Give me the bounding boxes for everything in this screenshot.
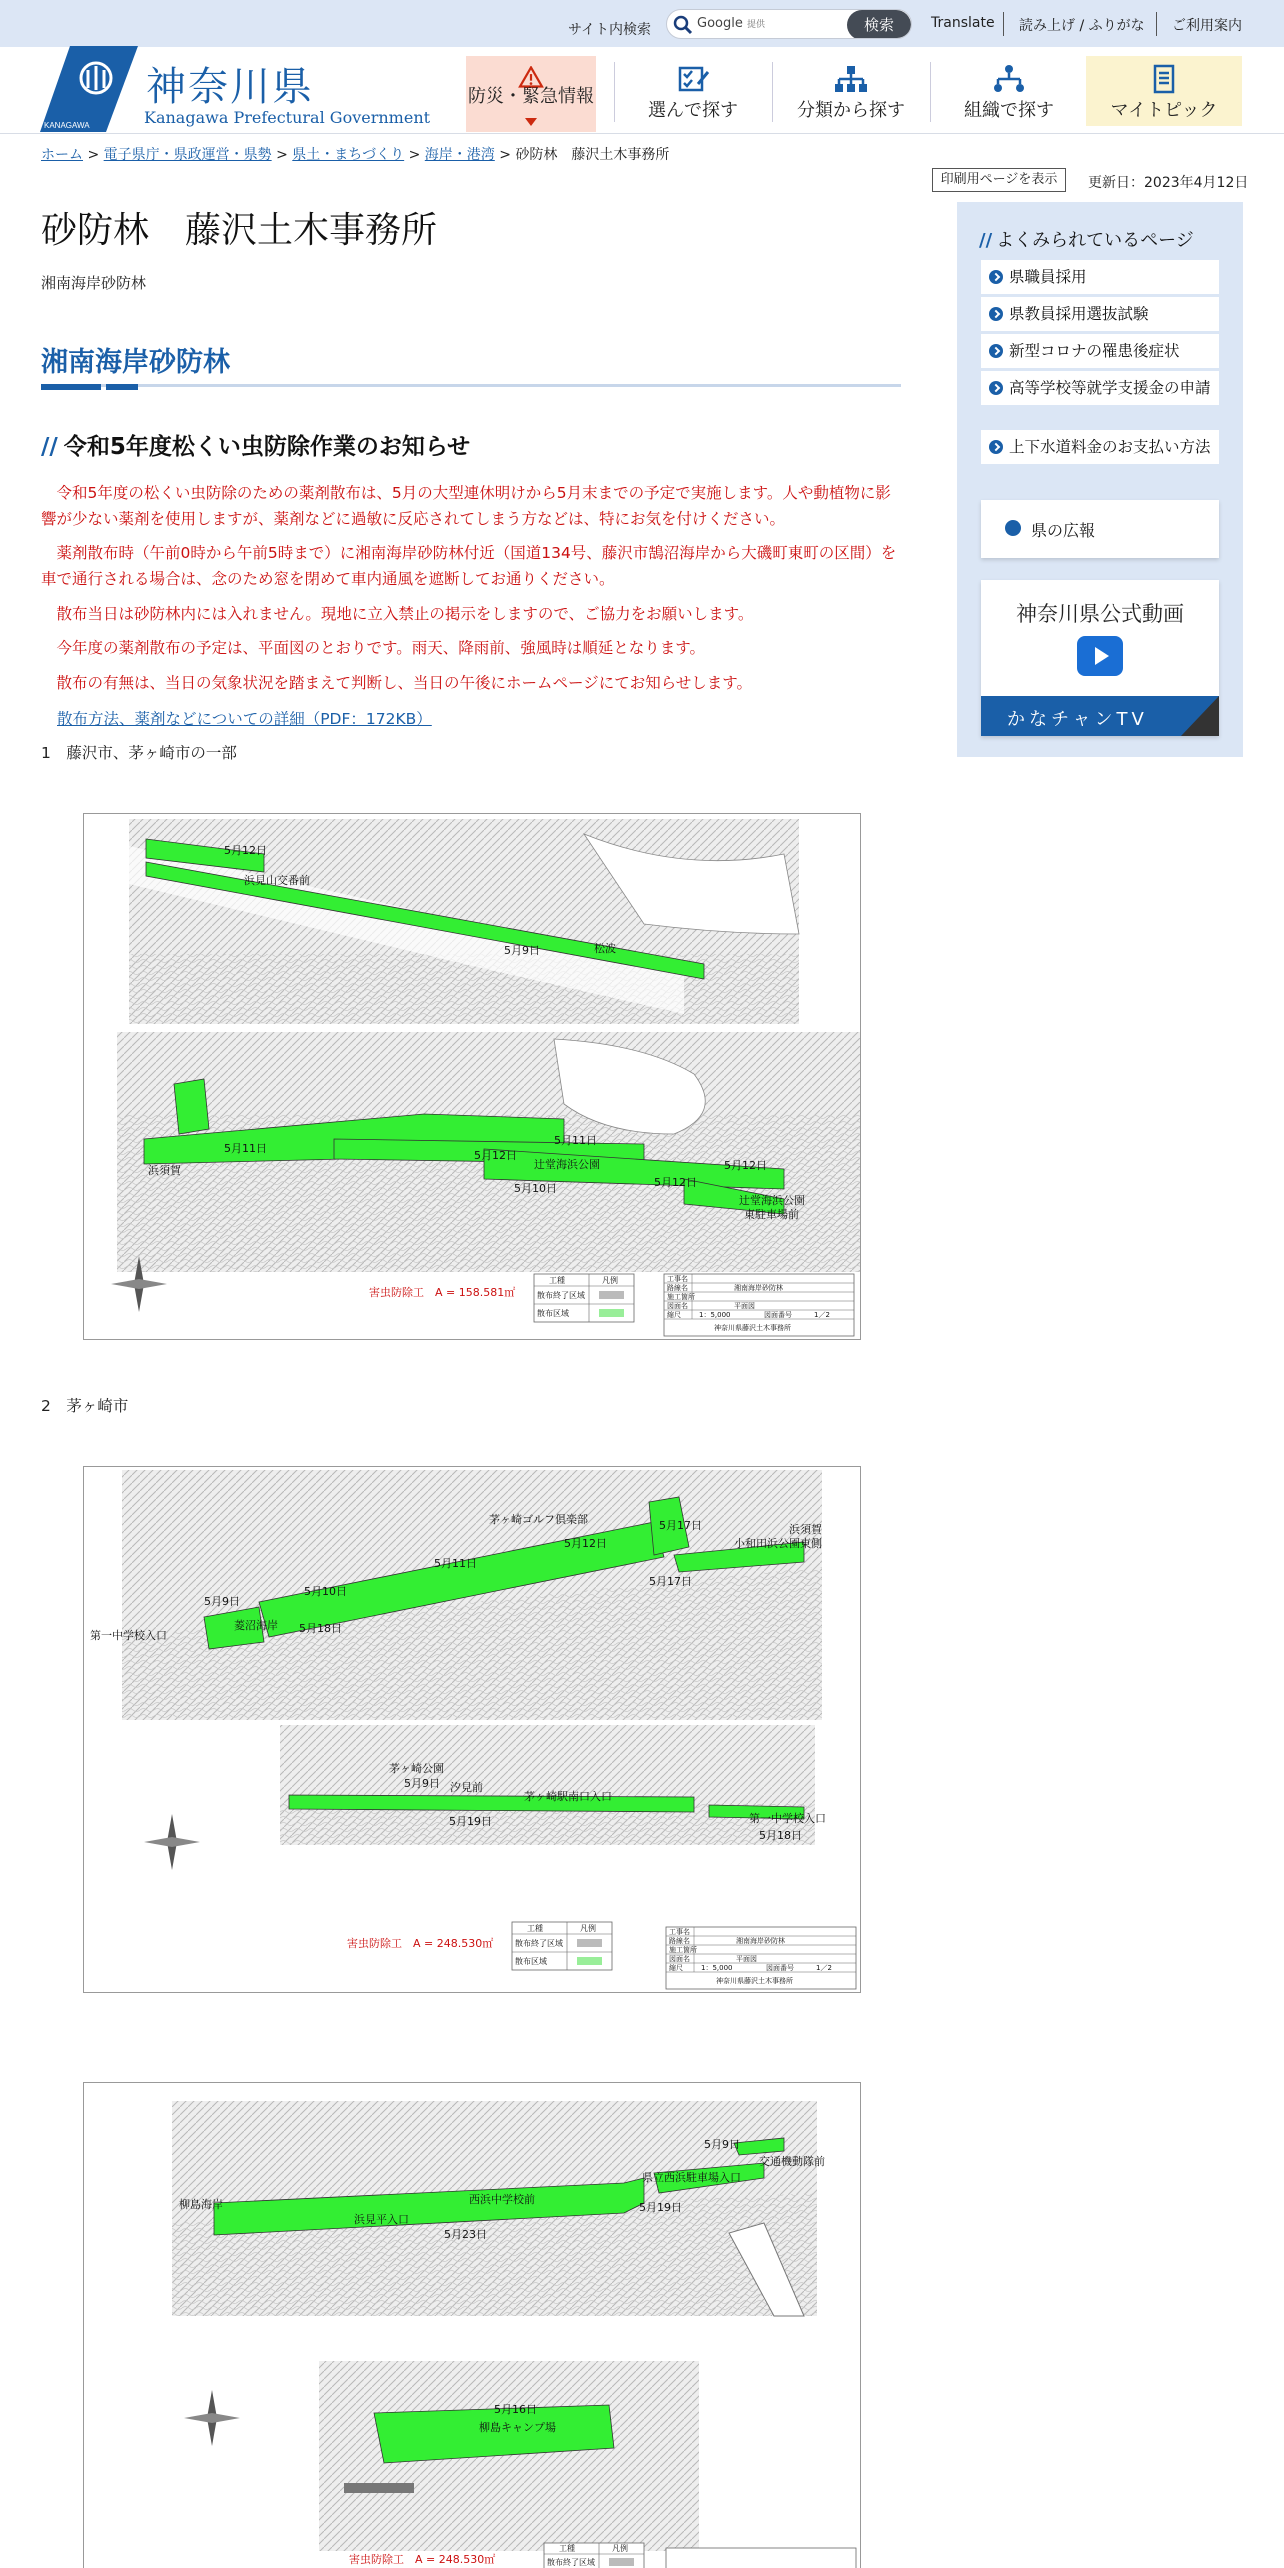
chevron-right-icon [989,344,1003,358]
spray-area-text: 害虫防除工 A = 248.530㎡ [349,2553,496,2566]
map-date-label: 5月12日 [474,1149,517,1162]
svg-text:工種: 工種 [527,1924,543,1933]
logo-text-en[interactable]: Kanagawa Prefectural Government [144,108,431,127]
map-place-label: 汐見前 [450,1781,483,1794]
svg-text:湘南海岸砂防林: 湘南海岸砂防林 [736,1937,785,1945]
notice-paragraph-5: 散布の有無は、当日の気象状況を踏まえて判断し、当日の午後にホームページにてお知らせします。 [41,674,752,692]
map-date-label: 5月23日 [444,2228,487,2241]
map-place-label: 辻堂海浜公園 [534,1158,600,1171]
svg-text:平面図: 平面図 [734,1302,755,1310]
svg-text:縮尺: 縮尺 [667,1311,681,1319]
map-place-label: 東駐車場前 [744,1208,799,1221]
chevron-right-icon [989,440,1003,454]
map-place-label: 県立西浜駐車場入口 [642,2171,741,2184]
google-brand: Google 提供 [697,16,765,31]
chevron-right-icon [1005,520,1021,536]
page-subtitle: 湘南海岸砂防林 [41,274,147,292]
official-video-title: 神奈川県公式動画 [1016,602,1184,626]
svg-text:工事名: 工事名 [667,1275,688,1283]
map-date-label: 5月11日 [554,1134,597,1147]
breadcrumb-item-1[interactable]: 電子県庁・県政運営・県勢 [103,147,272,163]
svg-text:凡例: 凡例 [580,1924,596,1933]
svg-text:施工箇所: 施工箇所 [669,1946,697,1954]
nav-divider [930,62,931,122]
slash-mark-icon: // [979,230,993,251]
slash-mark-icon: // [41,434,58,460]
breadcrumb: ホーム > 電子県庁・県政運営・県勢 > 県土・まちづくり > 海岸・港湾 > 砂防林 藤沢土木事務所 [41,147,670,163]
print-page-button[interactable]: 印刷用ページを表示 [932,168,1066,192]
svg-text:図面番号: 図面番号 [764,1311,792,1319]
popular-page-item[interactable]: 新型コロナの罹患後症状 [981,334,1219,368]
popular-page-item[interactable]: 県教員採用選抜試験 [981,297,1219,331]
page-title: 砂防林 藤沢土木事務所 [41,210,438,251]
svg-text:工事名: 工事名 [669,1928,690,1936]
map-place-label: 茅ヶ崎ゴルフ倶楽部 [489,1513,588,1526]
nav-soshiki[interactable] [932,56,1086,126]
map-place-label: 浜見平入口 [354,2213,409,2226]
official-video-banner[interactable] [981,580,1219,736]
map-place-label: 茅ヶ崎駅南口入口 [524,1790,612,1803]
spray-area-text: 害虫防除工 A = 248.530㎡ [347,1937,494,1950]
svg-text:1：5,000: 1：5,000 [699,1311,731,1319]
spray-map-1[interactable] [83,813,861,1340]
map-date-label: 5月19日 [639,2201,682,2214]
map-place-label: 第一中学校入口 [90,1629,167,1642]
svg-text:凡例: 凡例 [612,2544,628,2553]
read-aloud-link[interactable]: 読み上げ / ふりがな [1019,18,1145,34]
svg-text:施工箇所: 施工箇所 [667,1293,695,1301]
svg-text:平面図: 平面図 [736,1955,757,1963]
north-arrow-icon [184,2390,240,2446]
svg-text:図面名: 図面名 [669,1955,690,1963]
notebook-icon [1147,64,1181,94]
map-place-label: 小和田浜公園東側 [734,1537,822,1550]
map-date-label: 5月19日 [449,1815,492,1828]
kanagawa-logo-icon[interactable] [40,46,138,132]
play-icon [1077,636,1123,676]
map-date-label: 5月17日 [649,1575,692,1588]
svg-text:工種: 工種 [559,2544,575,2553]
svg-text:1／2: 1／2 [816,1964,832,1972]
svg-text:神奈川県藤沢土木事務所: 神奈川県藤沢土木事務所 [716,1977,793,1985]
nav-bousai-label: 防災・緊急情報 [468,86,594,107]
popular-page-item[interactable]: 県職員採用 [981,260,1219,294]
map-2-drawing [84,1467,861,1993]
map-place-label: 浜須賀 [148,1164,181,1177]
breadcrumb-item-2[interactable]: 県土・まちづくり [292,147,405,163]
nav-divider [614,62,615,122]
spray-map-3[interactable] [83,2082,861,2568]
notice-paragraph-1: 令和5年度の松くい虫防除のための薬剤散布は、5月の大型連休明けから5月末までの予定で実施します。人や動植物に影響が少ない薬剤を使用しますが、薬剤などに過敏に反応されてしまう方などは、特にお気を付けください。 [41,484,891,528]
map-place-label: 柳島海岸 [179,2198,223,2211]
title-block [666,1927,856,1989]
spray-area-text: 害虫防除工 A = 158.581㎡ [369,1286,516,1299]
kana-channel-tv-bar [981,696,1219,736]
north-arrow-icon [144,1814,200,1870]
map-date-label: 5月12日 [724,1159,767,1172]
map-date-label: 5月12日 [224,844,267,857]
chevron-right-icon [989,381,1003,395]
map-place-label: 松波 [594,942,616,955]
map-place-label: 西浜中学校前 [469,2193,535,2206]
map-place-label: 浜見山交番前 [244,874,310,887]
prefecture-pr-link[interactable] [981,500,1219,558]
popular-page-item[interactable]: 高等学校等就学支援金の申請 [981,371,1219,405]
svg-text:散布区域: 散布区域 [537,1309,569,1318]
title-block [666,2548,856,2568]
notice-paragraph-4: 今年度の薬剤散布の予定は、平面図のとおりです。雨天、降雨前、強風時は順延となります。 [41,639,706,657]
map-date-label: 5月16日 [494,2403,537,2416]
map-date-label: 5月11日 [434,1557,477,1570]
map-1-drawing [84,814,861,1340]
updated-date: 更新日：2023年4月12日 [1088,175,1249,191]
nav-erande[interactable] [616,56,770,126]
util-divider [1003,12,1004,36]
site-search-box[interactable] [666,9,912,39]
svg-text:図面名: 図面名 [667,1302,688,1310]
map-place-label: 交通機動隊前 [759,2155,825,2168]
map-place-label: 柳島キャンプ場 [479,2421,556,2434]
nav-bunrui-label: 分類から探す [797,100,905,121]
breadcrumb-item-3[interactable]: 海岸・港湾 [424,147,495,163]
notice-paragraph-3: 散布当日は砂防林内には入れません。現地に立入禁止の掲示をしますので、ご協力をお願いします。 [41,605,754,623]
svg-text:路線名: 路線名 [669,1937,690,1945]
svg-text:散布終了区域: 散布終了区域 [515,1939,563,1948]
svg-text:散布終了区域: 散布終了区域 [537,1291,585,1300]
spray-map-2[interactable] [83,1466,861,1993]
map-caption-1: 1 藤沢市、茅ヶ崎市の一部 [41,744,237,762]
map-date-label: 5月9日 [704,2138,740,2151]
translate-link[interactable]: Translate [931,15,995,31]
map-place-label: 第一中学校入口 [749,1812,826,1825]
map-date-label: 5月10日 [304,1585,347,1598]
map-date-label: 5月9日 [404,1777,440,1790]
organization-icon [992,64,1026,94]
map-date-label: 5月11日 [224,1142,267,1155]
popular-page-item[interactable]: 上下水道料金のお支払い方法 [981,430,1219,464]
spray-zone [289,1795,694,1812]
legend-table [534,1274,634,1322]
heading-underline-accent [41,384,101,390]
svg-text:散布区域: 散布区域 [515,1957,547,1966]
hierarchy-icon [834,64,868,94]
svg-text:縮尺: 縮尺 [669,1964,683,1972]
title-block [664,1274,854,1336]
nav-divider [772,62,773,122]
nav-erande-label: 選んで探す [648,100,738,121]
caret-down-icon [525,118,537,126]
sidebar [957,202,1243,757]
svg-text:神奈川県藤沢土木事務所: 神奈川県藤沢土木事務所 [714,1324,791,1332]
kana-channel-tv-label: かなチャンTV [1007,709,1148,730]
nav-mytopic[interactable] [1086,56,1242,126]
map-date-label: 5月17日 [659,1519,702,1532]
heading-underline [41,384,901,387]
notice-paragraph-2: 薬剤散布時（午前0時から午前5時まで）に湘南海岸砂防林付近（国道134号、藤沢市鵠沼海岸から大磯町東町の区間）を車で通行される場合は、念のため窓を閉めて車内通風を遮断してお通りください。 [41,544,897,588]
popular-pages-heading: // よくみられているページ [979,230,1194,251]
svg-text:路線名: 路線名 [667,1284,688,1292]
nav-bousai[interactable] [466,56,596,132]
map-caption-2: 2 茅ヶ崎市 [41,1397,129,1415]
guide-link[interactable]: ご利用案内 [1172,18,1242,34]
svg-text:散布終了区域: 散布終了区域 [547,2558,595,2567]
svg-text:1／2: 1／2 [814,1311,830,1319]
svg-text:湘南海岸砂防林: 湘南海岸砂防林 [734,1284,783,1292]
checklist-icon [676,64,710,94]
map-date-label: 5月10日 [514,1182,557,1195]
search-icon [673,15,693,35]
site-search-label: サイト内検索 [568,22,652,38]
logo-text-ja[interactable]: 神奈川県 [146,64,314,110]
svg-text:KANAGAWA: KANAGAWA [44,121,90,130]
svg-text:工種: 工種 [549,1276,565,1285]
nav-mytopic-label: マイトピック [1110,100,1218,121]
chevron-right-icon [989,270,1003,284]
map-3-drawing [84,2083,861,2568]
section-heading: 湘南海岸砂防林 [41,347,230,378]
legend-table [512,1922,612,1970]
breadcrumb-home[interactable]: ホーム [41,147,83,163]
heading-underline-accent [106,384,138,390]
pdf-detail-link[interactable]: 散布方法、薬剤などについての詳細（PDF：172KB） [57,710,432,728]
notice-heading: // 令和5年度松くい虫防除作業のお知らせ [41,434,471,460]
prefecture-pr-label: 県の広報 [1031,521,1096,540]
util-divider [1156,12,1157,36]
map-date-label: 5月9日 [504,944,540,957]
spray-zone [174,1079,209,1134]
svg-text:凡例: 凡例 [602,1276,618,1285]
breadcrumb-current: 砂防林 藤沢土木事務所 [515,147,670,163]
map-place-label: 浜須賀 [789,1523,822,1536]
map-date-label: 5月9日 [204,1595,240,1608]
map-place-label: 茅ヶ崎公園 [389,1762,444,1775]
utility-bar [0,0,1284,47]
map-date-label: 5月12日 [654,1176,697,1189]
nav-soshiki-label: 組織で探す [964,100,1054,121]
map-place-label: 辻堂海浜公園 [739,1194,805,1207]
map-date-label: 5月18日 [299,1622,342,1635]
nav-bunrui[interactable] [774,56,928,126]
corner-arrow-icon [1181,696,1219,736]
svg-text:1：5,000: 1：5,000 [701,1964,733,1972]
map-place-label: 菱沼海岸 [234,1619,278,1632]
chevron-right-icon [989,307,1003,321]
map-date-label: 5月18日 [759,1829,802,1842]
svg-text:図面番号: 図面番号 [766,1964,794,1972]
search-button[interactable]: 検索 [847,10,911,39]
map-date-label: 5月12日 [564,1537,607,1550]
